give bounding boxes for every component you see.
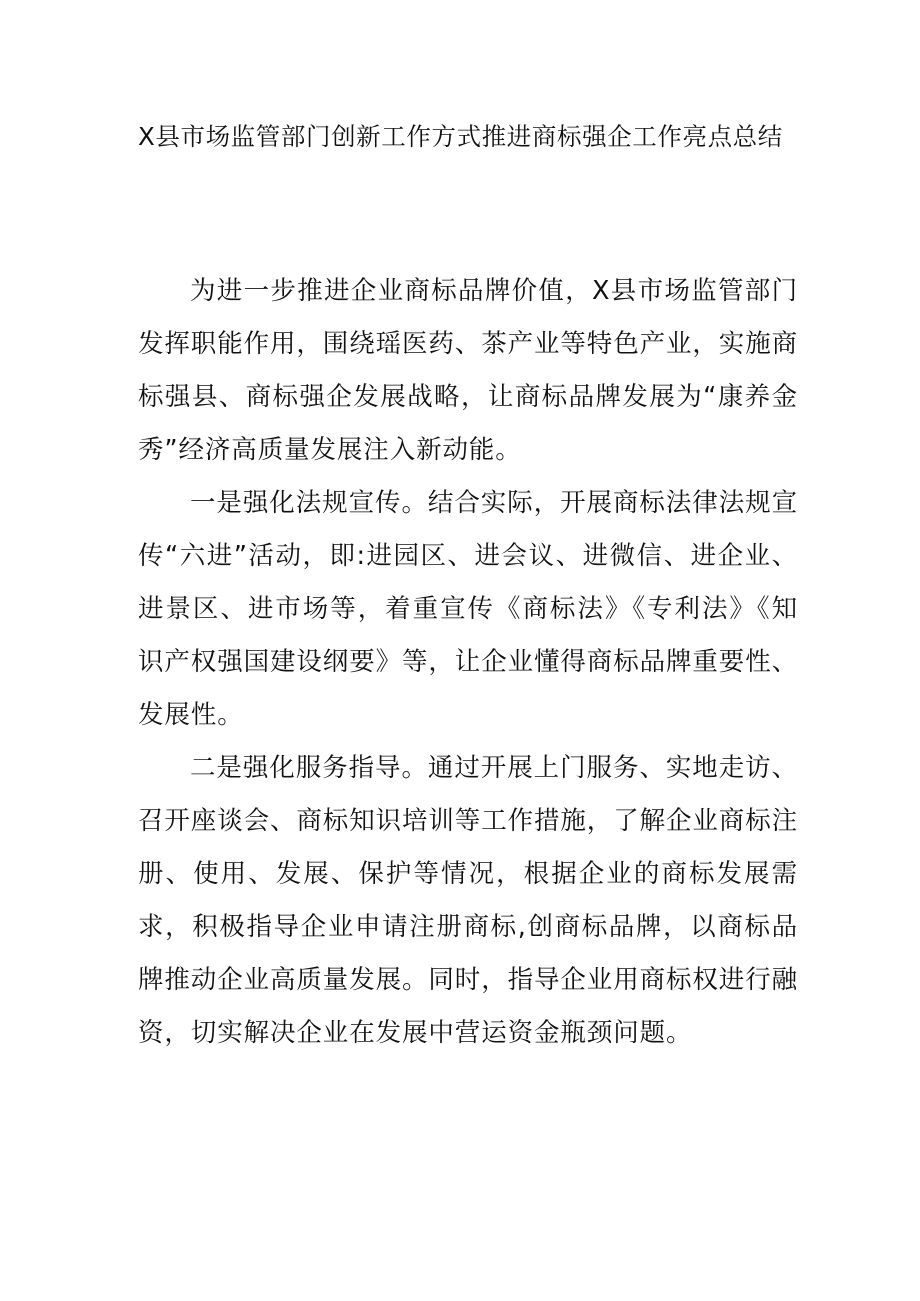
- document-title: X县市场监管部门创新工作方式推进商标强企工作亮点总结: [138, 122, 783, 151]
- paragraph-legal-publicity: 一是强化法规宣传。结合实际，开展商标法律法规宣传“六进”活动，即:进园区、进会议、进微信、进企业、进景区、进市场等，着重宣传《商标法》《专利法》《知识产权强国建设纲要》等，让企业懂得商标品牌重要性、发展性。: [138, 488, 799, 730]
- paragraph-service-guidance: 二是强化服务指导。通过开展上门服务、实地走访、召开座谈会、商标知识培训等工作措施，了解企业商标注册、使用、发展、保护等情况，根据企业的商标发展需求，积极指导企业申请注册商标,创商标品牌，以商标品牌推动企业高质量发展。同时，指导企业用商标权进行融资，切实解决企业在发展中营运资金瓶颈问题。: [138, 753, 799, 1048]
- paragraph-intro: 为进一步推进企业商标品牌价值，X县市场监管部门发挥职能作用，围绕瑶医药、茶产业等特色产业，实施商标强县、商标强企发展战略，让商标品牌发展为“康养金秀”经济高质量发展注入新动能。: [138, 276, 799, 465]
- document-body: [138, 265, 798, 1060]
